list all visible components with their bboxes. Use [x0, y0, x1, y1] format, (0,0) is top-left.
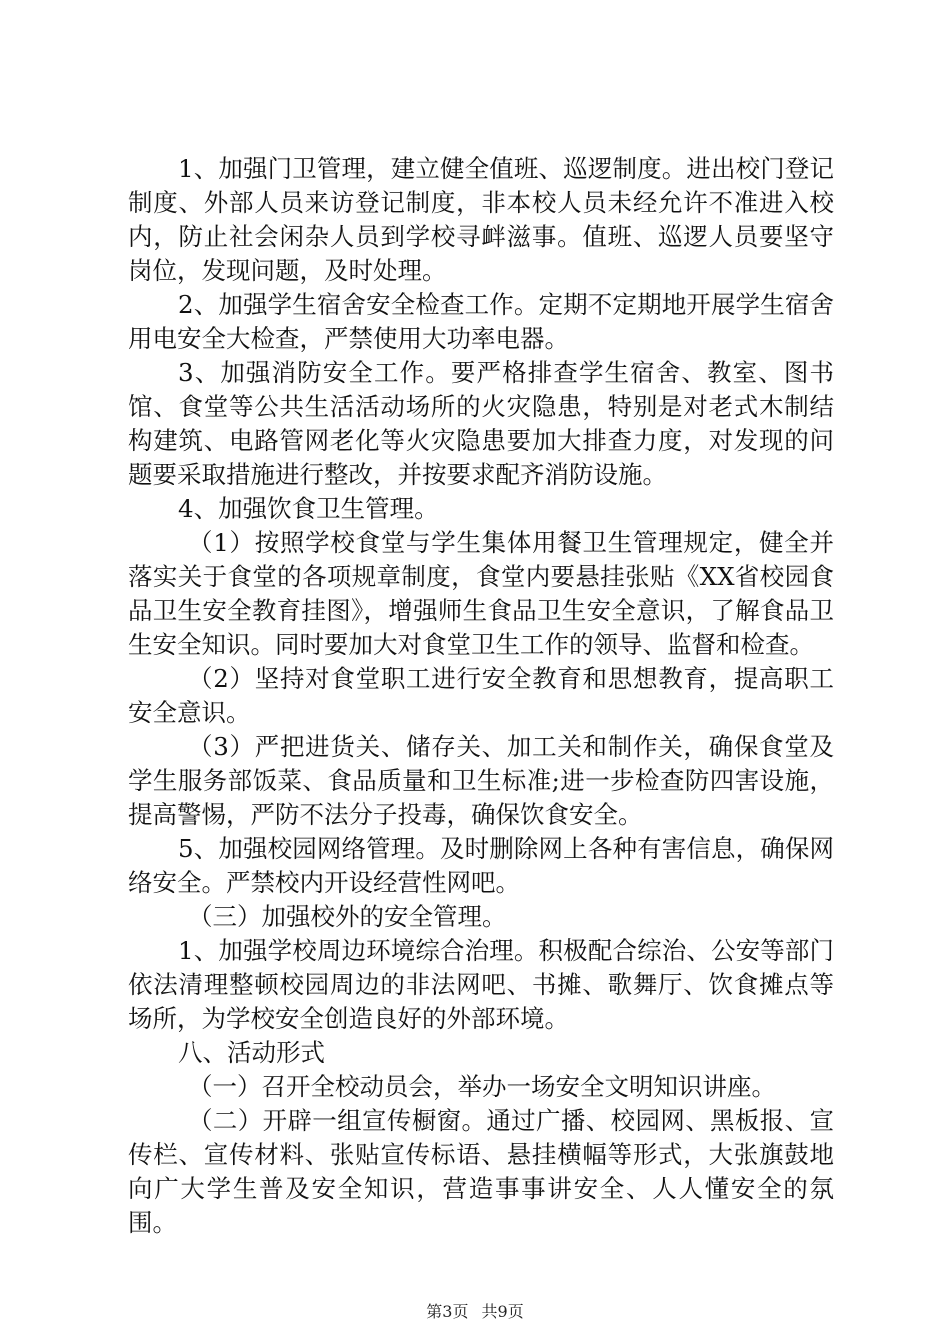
paragraph-offcampus-heading: （三）加强校外的安全管理。 [188, 902, 507, 931]
paragraph-fire-safety: 3、加强消防安全工作。要严格排查学生宿舍、教室、图书馆、食堂等公共生活活动场所的火灾隐患，特别是对老式木制结构建筑、电路管网老化等火灾隐患要加大排查力度，对发现的问题要采取措施进行整改，并按要求配齐消防设施。 [128, 358, 834, 489]
paragraph-surroundings: 1、加强学校周边环境综合治理。积极配合综治、公安等部门依法清理整顿校园周边的非法网吧、书摊、歌舞厅、饮食摊点等场所，为学校安全创造良好的外部环境。 [128, 936, 834, 1033]
paragraph-food-hygiene: 4、加强饮食卫生管理。 [178, 494, 439, 523]
paragraph-food-item-3: （3）严把进货关、储存关、加工关和制作关，确保食堂及学生服务部饭菜、食品质量和卫生标准;进一步检查防四害设施，提高警惕，严防不法分子投毒，确保饮食安全。 [128, 732, 834, 829]
paragraph-food-item-1: （1）按照学校食堂与学生集体用餐卫生管理规定，健全并落实关于食堂的各项规章制度，食堂内要悬挂张贴《XX省校园食品卫生安全教育挂图》，增强师生食品卫生安全意识，了解食品卫生安全知识。同时要加大对食堂卫生工作的领导、监督和检查。 [128, 528, 834, 659]
paragraph-network-management: 5、加强校园网络管理。及时删除网上各种有害信息，确保网络安全。严禁校内开设经营性网吧。 [128, 834, 834, 897]
paragraph-activity-item-1: （一）召开全校动员会，举办一场安全文明知识讲座。 [188, 1072, 776, 1101]
section-heading-activity-form: 八、活动形式 [178, 1038, 325, 1067]
page-number-current: 第3页 [426, 1302, 469, 1321]
paragraph-food-item-2: （2）坚持对食堂职工进行安全教育和思想教育，提高职工安全意识。 [128, 664, 834, 727]
paragraph-gate-management: 1、加强门卫管理，建立健全值班、巡逻制度。进出校门登记制度、外部人员来访登记制度，非本校人员未经允许不准进入校内，防止社会闲杂人员到学校寻衅滋事。值班、巡逻人员要坚守岗位，发现问题，及时处理。 [128, 154, 834, 285]
page-number-total: 共9页 [481, 1302, 524, 1321]
page-footer [0, 1302, 950, 1322]
document-body [128, 152, 834, 1240]
paragraph-activity-item-2: （二）开辟一组宣传橱窗。通过广播、校园网、黑板报、宣传栏、宣传材料、张贴宣传标语、悬挂横幅等形式，大张旗鼓地向广大学生普及安全知识，营造事事讲安全、人人懂安全的氛围。 [128, 1106, 834, 1237]
paragraph-dormitory-safety: 2、加强学生宿舍安全检查工作。定期不定期地开展学生宿舍用电安全大检查，严禁使用大功率电器。 [128, 290, 834, 353]
